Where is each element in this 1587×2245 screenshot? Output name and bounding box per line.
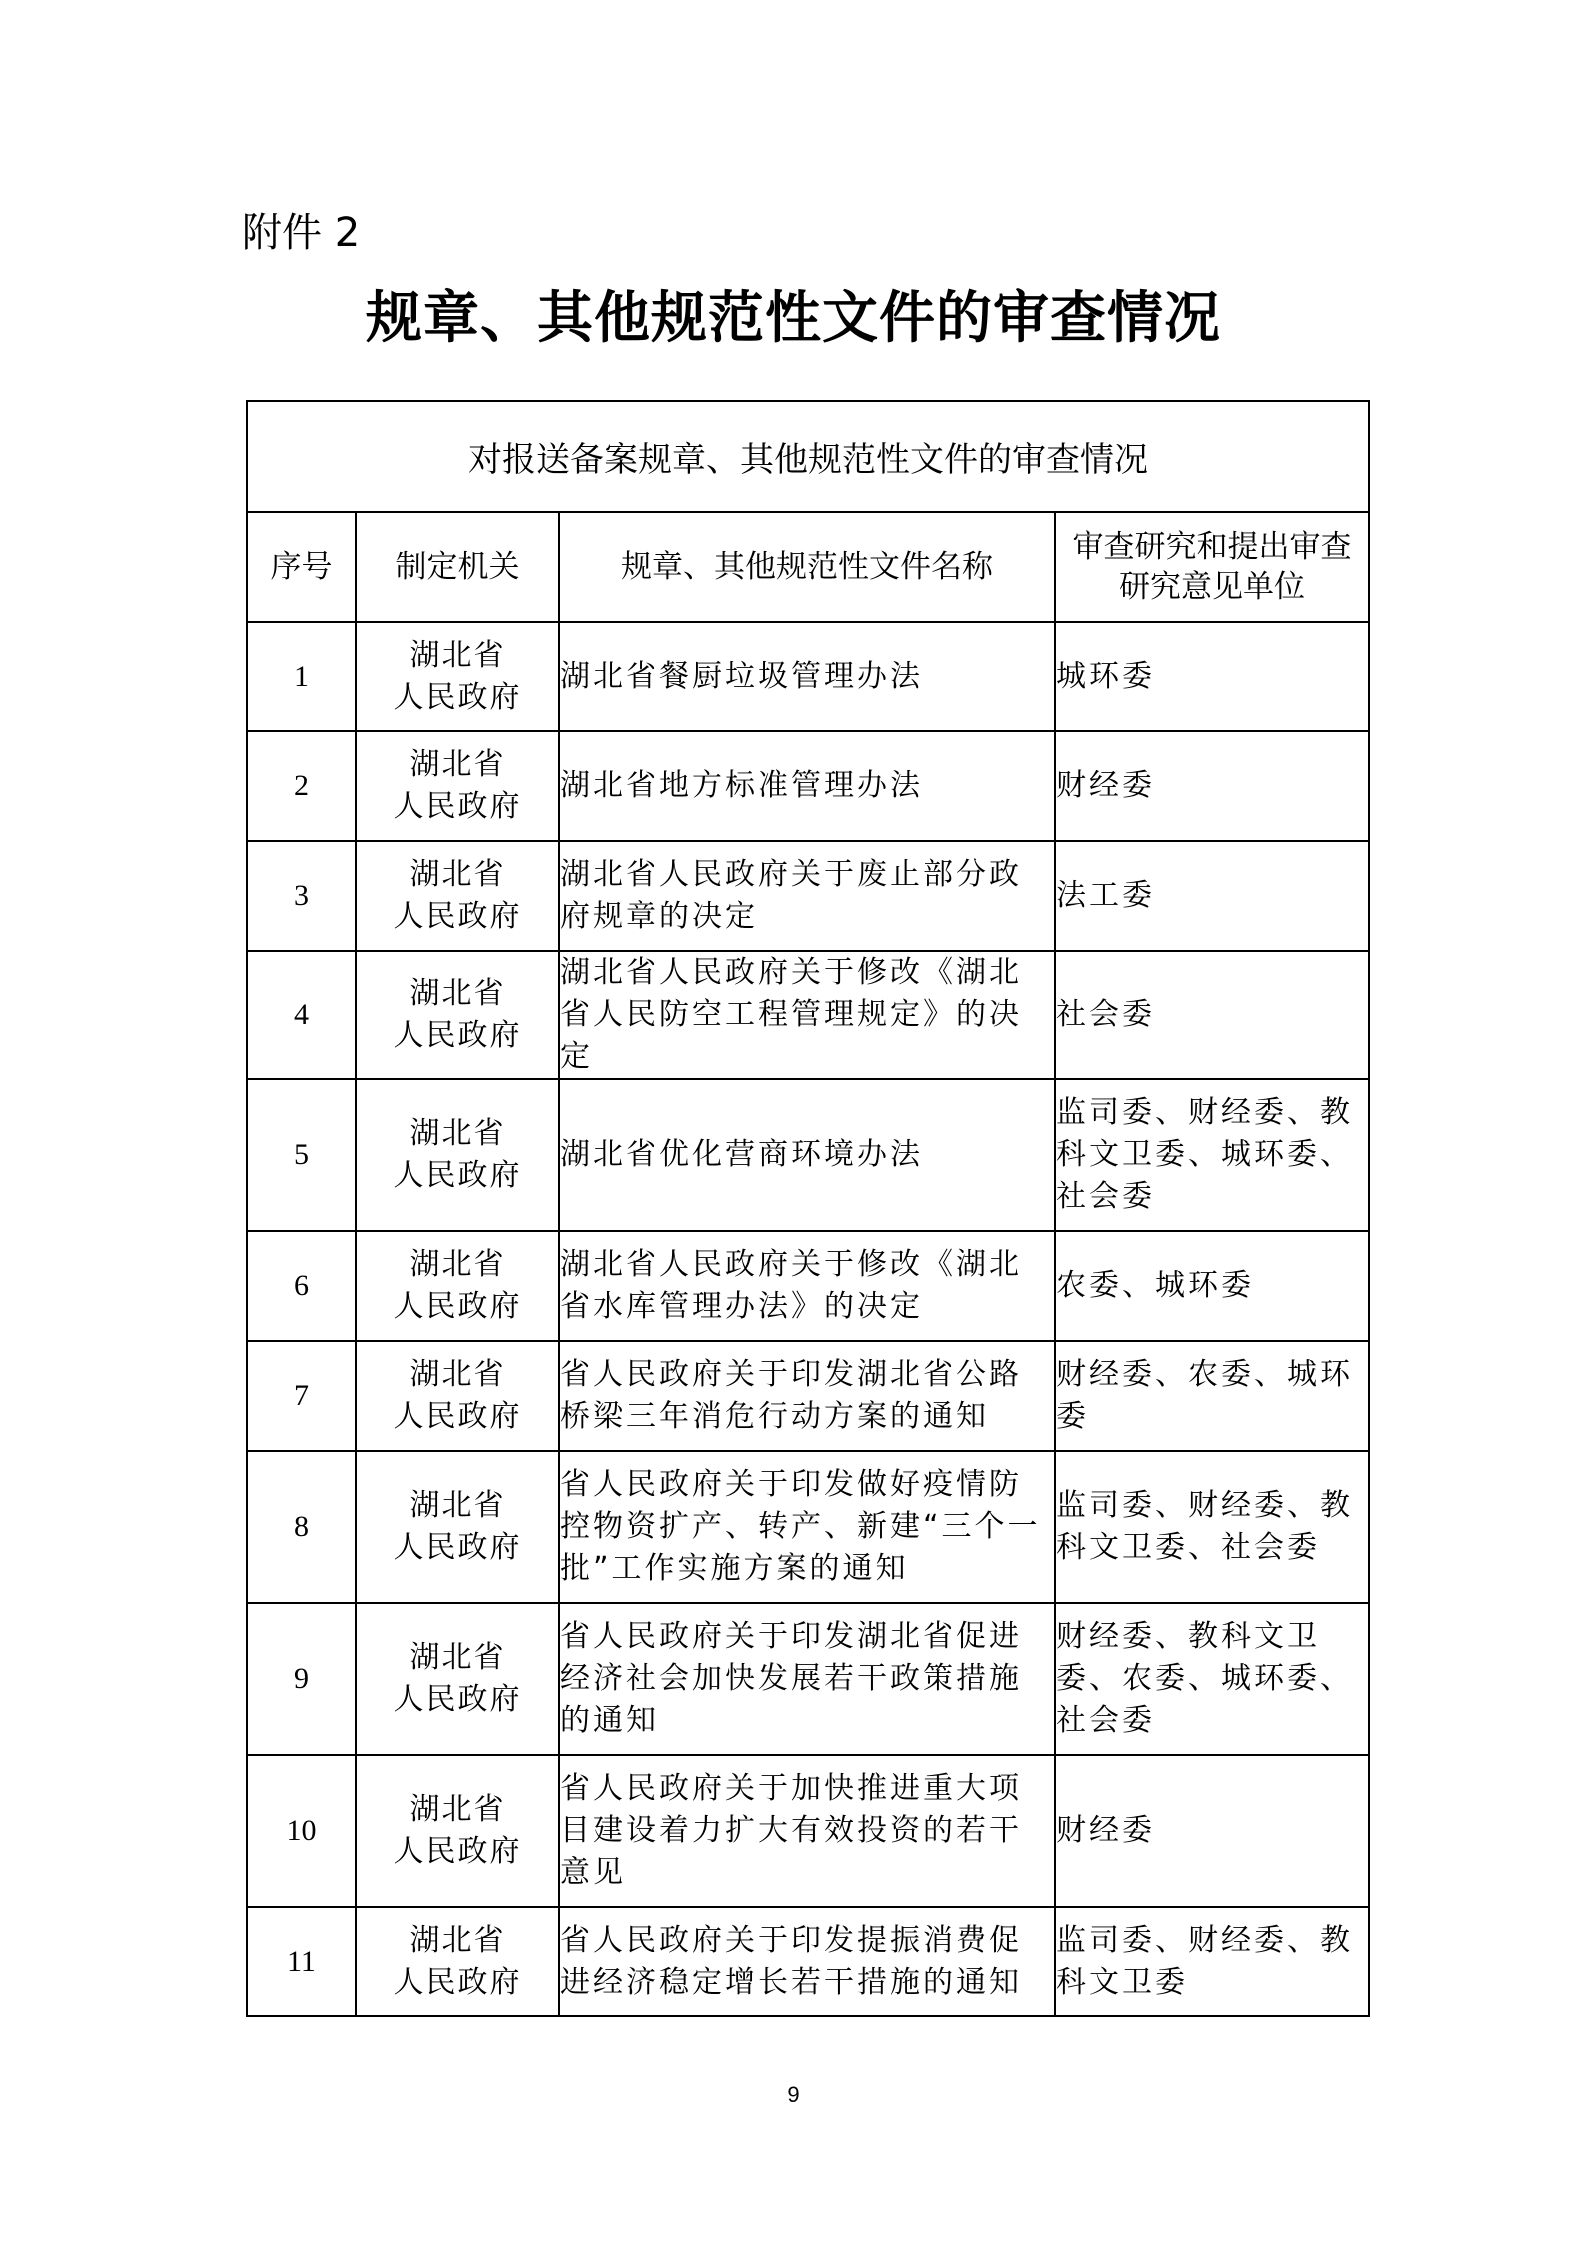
row-name: 湖北省人民政府关于修改《湖北省水库管理办法》的决定 [559, 1231, 1055, 1341]
row-org [356, 622, 559, 731]
table-row [247, 1907, 1369, 2016]
row-org-line2: 人民政府 [393, 1834, 522, 1869]
row-org-line2: 人民政府 [393, 1530, 522, 1565]
table-row [247, 1451, 1369, 1603]
header-name: 规章、其他规范性文件名称 [559, 512, 1055, 622]
row-org [356, 1755, 559, 1907]
page-number: 9 [787, 2082, 800, 2107]
row-unit: 财经委 [1055, 731, 1369, 841]
table-row [247, 951, 1369, 1079]
header-no: 序号 [247, 512, 356, 622]
row-org-line2: 人民政府 [393, 1964, 522, 2000]
row-org-line1: 湖北省 [409, 1922, 506, 1958]
table-row [247, 1755, 1369, 1907]
row-org-line2: 人民政府 [393, 1289, 522, 1324]
row-no: 2 [247, 731, 356, 841]
header-org: 制定机关 [356, 512, 559, 622]
table-caption-row [247, 401, 1369, 512]
row-no: 3 [247, 841, 356, 951]
row-unit: 监司委、财经委、教科文卫委 [1055, 1907, 1369, 2016]
row-org-line1: 湖北省 [409, 1792, 506, 1827]
row-org [356, 951, 559, 1079]
row-org [356, 1603, 559, 1755]
row-org-line1: 湖北省 [409, 1357, 506, 1392]
row-org-line2: 人民政府 [393, 679, 522, 715]
row-unit: 财经委 [1055, 1755, 1369, 1907]
row-org-line2: 人民政府 [393, 1682, 522, 1717]
row-org-line2: 人民政府 [393, 1158, 522, 1193]
row-name: 湖北省餐厨垃圾管理办法 [559, 622, 1055, 731]
row-unit: 法工委 [1055, 841, 1369, 951]
row-no: 6 [247, 1231, 356, 1341]
row-org-line2: 人民政府 [393, 899, 522, 934]
table-row [247, 1231, 1369, 1341]
row-org-line1: 湖北省 [409, 976, 506, 1011]
row-org [356, 1451, 559, 1603]
row-org-line1: 湖北省 [409, 1116, 506, 1151]
row-org-line1: 湖北省 [409, 1247, 506, 1282]
table-caption: 对报送备案规章、其他规范性文件的审查情况 [247, 401, 1369, 512]
row-org-line1: 湖北省 [409, 747, 506, 782]
table-row [247, 841, 1369, 951]
table-row [247, 1603, 1369, 1755]
row-org-line1: 湖北省 [409, 637, 506, 673]
row-org [356, 1341, 559, 1451]
header-unit [1055, 512, 1369, 622]
table-header-row [247, 512, 1369, 622]
row-no: 1 [247, 622, 356, 731]
row-unit: 财经委、教科文卫委、农委、城环委、社会委 [1055, 1603, 1369, 1755]
row-no: 5 [247, 1079, 356, 1231]
header-unit-line1: 审查研究和提出审查 [1072, 529, 1352, 565]
row-org-line2: 人民政府 [393, 789, 522, 824]
row-no: 8 [247, 1451, 356, 1603]
row-org [356, 841, 559, 951]
table-row [247, 1079, 1369, 1231]
row-no: 10 [247, 1755, 356, 1907]
row-no: 9 [247, 1603, 356, 1755]
row-unit: 城环委 [1055, 622, 1369, 731]
row-name: 湖北省优化营商环境办法 [559, 1079, 1055, 1231]
table-row [247, 1341, 1369, 1451]
row-unit: 财经委、农委、城环委 [1055, 1341, 1369, 1451]
review-table [246, 400, 1370, 2017]
row-name: 省人民政府关于印发湖北省公路桥梁三年消危行动方案的通知 [559, 1341, 1055, 1451]
row-unit: 监司委、财经委、教科文卫委、社会委 [1055, 1451, 1369, 1603]
row-name: 省人民政府关于印发湖北省促进经济社会加快发展若干政策措施的通知 [559, 1603, 1055, 1755]
row-no: 7 [247, 1341, 356, 1451]
row-org [356, 1231, 559, 1341]
attachment-label: 附件 2 [242, 210, 361, 256]
row-no: 11 [247, 1907, 356, 2016]
row-org-line2: 人民政府 [393, 1018, 522, 1053]
header-unit-line2: 研究意见单位 [1119, 569, 1305, 605]
row-org [356, 1907, 559, 2016]
row-name: 省人民政府关于印发做好疫情防控物资扩产、转产、新建“三个一批”工作实施方案的通知 [559, 1451, 1055, 1603]
row-org [356, 731, 559, 841]
row-org [356, 1079, 559, 1231]
row-name: 湖北省人民政府关于废止部分政府规章的决定 [559, 841, 1055, 951]
row-name: 省人民政府关于加快推进重大项目建设着力扩大有效投资的若干意见 [559, 1755, 1055, 1907]
row-org-line2: 人民政府 [393, 1399, 522, 1434]
table-row [247, 731, 1369, 841]
row-no: 4 [247, 951, 356, 1079]
row-name: 湖北省人民政府关于修改《湖北省人民防空工程管理规定》的决定 [559, 951, 1055, 1079]
row-org-line1: 湖北省 [409, 1640, 506, 1675]
document-title: 规章、其他规范性文件的审查情况 [366, 286, 1221, 351]
row-unit: 农委、城环委 [1055, 1231, 1369, 1341]
table-row [247, 622, 1369, 731]
row-org-line1: 湖北省 [409, 1488, 506, 1523]
row-name: 湖北省地方标准管理办法 [559, 731, 1055, 841]
row-org-line1: 湖北省 [409, 857, 506, 892]
row-name: 省人民政府关于印发提振消费促进经济稳定增长若干措施的通知 [559, 1907, 1055, 2016]
row-unit: 监司委、财经委、教科文卫委、城环委、社会委 [1055, 1079, 1369, 1231]
row-unit: 社会委 [1055, 951, 1369, 1079]
